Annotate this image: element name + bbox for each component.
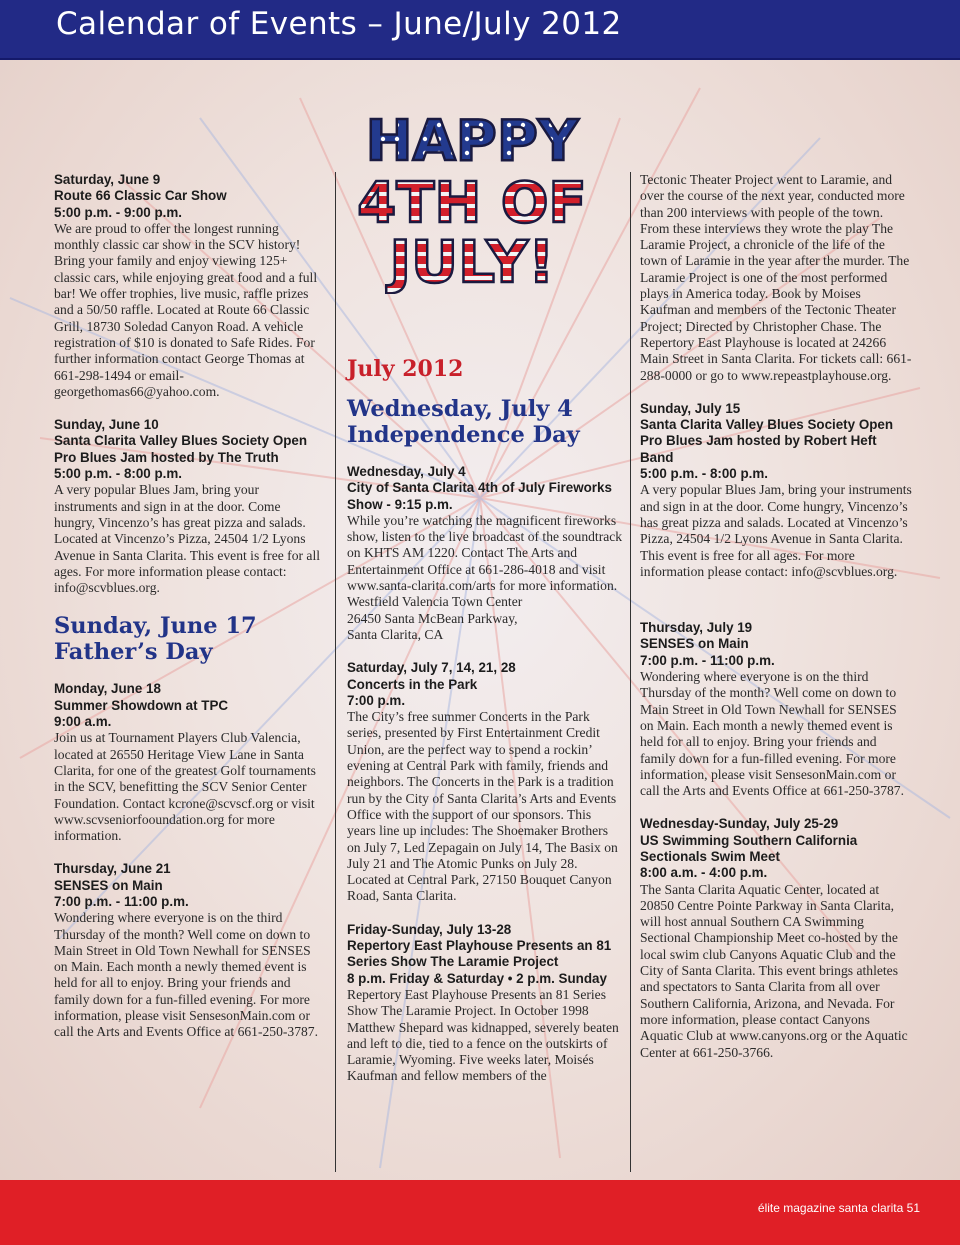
event-date: Monday, June 18 [54, 681, 161, 697]
event-body: A very popular Blues Jam, bring your instruments and sign in at the door. Come hungry, Vincenzo’s has great pizza and salads. Located at Vincenzo’s Pizza, 24504 1/2 Lyons Avenue in Santa Clarita. This event is free for all ages. For more information please contact: info@scvblues.org. [640, 482, 912, 579]
event-venue: Westfield Valencia Town Center [347, 594, 523, 610]
page-header [0, 0, 960, 60]
event-time: 8 p.m. Friday & Saturday • 2 p.m. Sunday [347, 970, 607, 986]
event-summer-showdown [54, 681, 322, 844]
event-body: While you’re watching the magnificent fireworks show, listen to the live broadcast of the soundtrack on KHTS AM 1220. Contact The Arts and Entertainment Office at 661-286-4018 and visit www.santa-clarita.com/arts for more information. [347, 512, 623, 594]
page-title: Calendar of Events – June/July 2012 [56, 6, 622, 42]
art-line-2: 4TH OF [357, 171, 587, 236]
event-date: Saturday, June 9 [54, 172, 161, 187]
event-title: Santa Clarita Valley Blues Society Open Pro Blues Jam hosted by Robert Heft Band [640, 417, 894, 465]
event-date: Friday-Sunday, July 13-28 [347, 921, 512, 937]
column-divider-2 [630, 172, 631, 1172]
event-date: Thursday, June 21 [54, 861, 171, 877]
heading-line: Wednesday, July 4 [347, 396, 573, 422]
event-body: Join us at Tournament Players Club Valencia, located at 26550 Heritage View Lane in Santa Clarita, for one of the greatest Golf tournaments in the SCV, benefitting the SCV Senior Center Foundation. Contact kcrone@scvscf.org or visit www.scvseniorfooundation.org for more information. [54, 730, 316, 844]
month-heading: July 2012 [347, 356, 464, 382]
event-body: Tectonic Theater Project went to Laramie, and over the course of the next year, conducted more than 200 interviews with people of the town. From these interviews they wrote the play The Laramie Project, a chronicle of the life of the town of Laramie in the year after the murder. The Laramie Project is one of the most performed plays in America today. Book by Moises Kaufman and members of the Tectonic Theater Project; Directed by Christopher Chase. The Repertory East Playhouse is located at 24266 Main Street in Santa Clarita. For tickets call: 661-288-0000 or go to www.repeastplayhouse.org. [640, 172, 912, 383]
event-date: Wednesday-Sunday, July 25-29 [640, 816, 839, 832]
event-blues-jam-july [640, 401, 912, 580]
event-senses-june [54, 861, 322, 1040]
event-body: We are proud to offer the longest running monthly classic car show in the SCV history! Bring your family and enjoy viewing 125+ classic cars, while enjoying great food and a full bar! We offer trophies, live music, raffle prizes and a 50/50 raffle. Located at Route 66 Classic Grill, 18730 Soledad Canyon Road. A vehicle registration of $10 is donated to Safe Rides. For further information contact George Thomas at 661-298-1494 or email-georgethomas66@yahoo.com. [54, 220, 318, 399]
event-fireworks [347, 464, 623, 643]
event-blues-jam-june [54, 417, 322, 596]
event-time: 9:00 a.m. [54, 714, 112, 730]
heading-line: Sunday, June 17 [54, 613, 257, 640]
happy-4th-of-july-art [348, 104, 596, 294]
event-body: Repertory East Playhouse Presents an 81 Series Show The Laramie Project. In October 1998 Matthew Shepard was kidnapped, severely beaten and left to die, tied to a fence on the outskirts of Laramie, Wyoming. Five weeks later, Moisés Kaufman and fellow members of the [347, 986, 619, 1084]
event-time: 7:00 p.m. - 11:00 p.m. [640, 652, 775, 668]
event-title: Summer Showdown at TPC [54, 697, 229, 713]
event-date: Sunday, July 15 [640, 400, 741, 416]
event-date: Thursday, July 19 [640, 620, 753, 636]
column-2 [347, 356, 623, 1102]
event-body: Wondering where everyone is on the third Thursday of the month? Well come on down to Main Street in Old Town Newhall for SENSES on Main. Each month a newly themed event is held for all to enjoy. Bring your friends and family down for a fun-filled evening. For more information, please visit SensesonMain.com or call the Arts and Events Office at 661-250-3787. [54, 910, 319, 1040]
event-route66 [54, 172, 322, 400]
art-line-1: HAPPY [365, 109, 579, 174]
event-title: SENSES on Main [54, 877, 163, 893]
event-body: Wondering where everyone is on the third Thursday of the month? Well come on down to Main Street in Old Town Newhall for SENSES on Main. Each month a newly themed event is held for all to enjoy. Bring your friends and family down for a fun-filled evening. For more information, please visit SensesonMain.com or call the Arts and Events Office at 661-250-3787. [640, 669, 905, 799]
column-divider-1 [335, 172, 336, 1172]
fathers-day-heading [54, 613, 322, 665]
event-title: City of Santa Clarita 4th of July Fireworks Show - 9:15 p.m. [347, 480, 612, 512]
column-1 [54, 172, 322, 1058]
event-title: Concerts in the Park [347, 676, 478, 692]
event-time: 5:00 p.m. - 8:00 p.m. [640, 466, 768, 482]
event-time: 5:00 p.m. - 8:00 p.m. [54, 466, 182, 482]
event-body: The Santa Clarita Aquatic Center, located at 20850 Centre Pointe Parkway in Santa Clarita, will host annual Southern CA Swimming Sectional Championship Meet co-hosted by the local swim club Canyons Aquatic Club and the City of Santa Clarita. This event brings athletes and spectators to Santa Clarita from all over Southern California, Arizona, and Nevada. For more information, please contact Canyons Aquatic Club at www.canyons.org or the Aquatic Center at 661-250-3766. [640, 881, 908, 1060]
event-title: US Swimming Southern California Sectionals Swim Meet [640, 832, 858, 864]
event-body: The City’s free summer Concerts in the Park series, presented by First Entertainment Credit Union, are the perfect way to spend a rockin’ evening at Central Park with family, friends and neighbors. The Concerts in the Park is a tradition run by the City of Santa Clarita’s Arts and Events Office with the support of our sponsors. This years line up includes: The Shoemaker Brothers on July 7, Led Zepagain on July 14, The Basix on July 21 and The Atomic Punks on July 28. Located at Central Park, 27150 Bouquet Canyon Road, Santa Clarita. [347, 709, 618, 904]
event-title: Route 66 Classic Car Show [54, 188, 227, 204]
event-venue: Santa Clarita, CA [347, 626, 444, 642]
independence-day-heading [347, 396, 623, 448]
event-senses-july [640, 620, 912, 799]
footer-folio: élite magazine santa clarita 51 [757, 1201, 920, 1215]
event-concerts-park [347, 660, 623, 904]
heading-line: Independence Day [347, 422, 580, 448]
art-line-3: JULY! [389, 228, 555, 294]
laramie-continued [640, 172, 912, 384]
page-footer [0, 1180, 960, 1245]
event-body: A very popular Blues Jam, bring your instruments and sign in at the door. Come hungry, Vincenzo’s has great pizza and salads. Located at Vincenzo’s Pizza, 24504 1/2 Lyons Avenue in Santa Clarita. This event is free for all ages. For more information please contact: info@scvblues.org. [54, 482, 321, 596]
event-date: Saturday, July 7, 14, 21, 28 [347, 660, 516, 676]
heading-line: Father’s Day [54, 639, 213, 666]
event-title: Repertory East Playhouse Presents an 81 Series Show The Laramie Project [347, 938, 612, 970]
event-venue: 26450 Santa McBean Parkway, [347, 610, 518, 626]
event-date: Wednesday, July 4 [347, 464, 466, 479]
event-swim-meet [640, 816, 912, 1060]
event-date: Sunday, June 10 [54, 417, 159, 433]
event-time: 8:00 a.m. - 4:00 p.m. [640, 865, 768, 881]
event-time: 5:00 p.m. - 9:00 p.m. [54, 204, 182, 220]
event-title: SENSES on Main [640, 636, 749, 652]
event-title: Santa Clarita Valley Blues Society Open Pro Blues Jam hosted by The Truth [54, 433, 308, 465]
column-3 [640, 172, 912, 1078]
event-laramie-project [347, 922, 623, 1085]
event-time: 7:00 p.m. [347, 692, 406, 708]
event-time: 7:00 p.m. - 11:00 p.m. [54, 893, 189, 909]
